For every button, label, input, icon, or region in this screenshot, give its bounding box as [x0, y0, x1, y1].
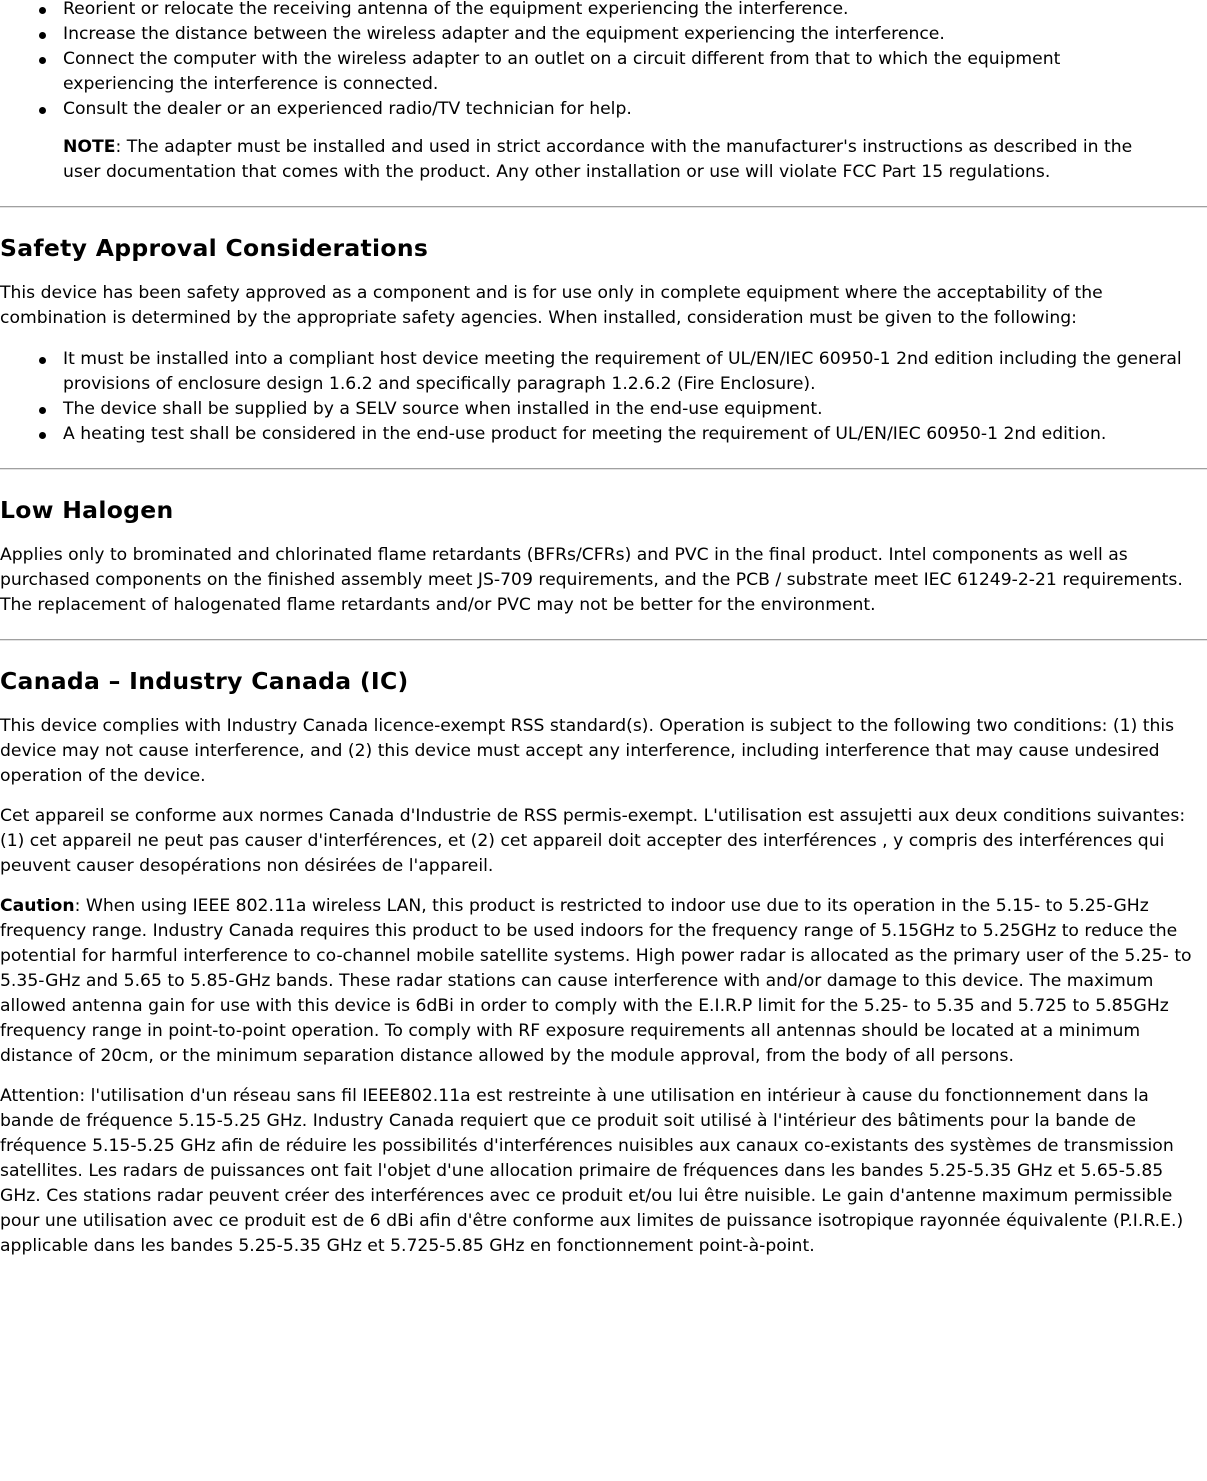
- note-text: : The adapter must be installed and used in strict accordance with the manufacturer's instructions as described in the user documentation that comes with the product. Any other installation or use will violate FCC Part 15 regulations.: [63, 137, 1133, 182]
- halogen-text: Applies only to brominated and chlorinated flame retardants (BFRs/CFRs) and PVC in the final product. Intel components as well as purchased components on the finished assembly meet JS-709 requirements, and the PCB / substrate meet IEC 61249-2-21 requirements. The replacement of halogenated flame retardants and/or PVC may not be better for the environment.: [0, 545, 1183, 615]
- caution-text: : When using IEEE 802.11a wireless LAN, this product is restricted to indoor use due to its operation in the 5.15- to 5.25-GHz frequency range. Industry Canada requires this product to be used indoors for the frequency range of 5.15GHz to 5.25GHz to reduce the potential for harmful interference to co-channel mobile satellite systems. High power radar is allocated as the primary user of the 5.25- to 5.35-GHz and 5.65 to 5.85-GHz bands. These radar stations can cause interference with and/or damage to this device. The maximum allowed antenna gain for use with this device is 6dBi in order to comply with the E.I.R.P limit for the 5.25- to 5.35 and 5.725 to 5.85GHz frequency range in point-to-point operation. To comply with RF exposure requirements all antennas should be located at a minimum distance of 20cm, or the minimum separation distance allowed by the module approval, from the body of all persons.: [0, 896, 1192, 1066]
- list-item: A heating test shall be considered in the end-use product for meeting the requirement of UL/EN/IEC 60950-1 2nd edition.: [63, 422, 1197, 447]
- canada-attention-fr: Attention: l'utilisation d'un réseau sans fil IEEE802.11a est restreinte à une utilisation en intérieur à cause du fonctionnement dans la bande de fréquence 5.15-5.25 GHz. Industry Canada requiert que ce produit soit utilisé à l'intérieur des bâtiments pour la bande de fréquence 5.15-5.25 GHz afin de réduire les possibilités d'interférences nuisibles aux canaux co-existants des systèmes de transmission satellites. Les radars de puissances ont fait l'objet d'une allocation primaire de fréquences dans les bandes 5.25-5.35 GHz et 5.65-5.85 GHz. Ces stations radar peuvent créer des interférences avec ce produit et/ou lui être nuisible. Le gain d'antenne maximum permissible pour une utilisation avec ce produit est de 6 dBi afin d'être conforme aux limites de puissance isotropique rayonnée équivalente (P.I.R.E.) applicable dans les bandes 5.25-5.35 GHz et 5.725-5.85 GHz en fonctionnement point-à-point.: [0, 1086, 1184, 1256]
- section-divider: [0, 206, 1207, 208]
- note-label: NOTE: [63, 137, 116, 157]
- section-title-halogen: Low Halogen: [0, 496, 174, 524]
- section-title-canada: Canada – Industry Canada (IC): [0, 667, 409, 695]
- section-divider: [0, 639, 1207, 641]
- canada-paragraph-en: This device complies with Industry Canada licence-exempt RSS standard(s). Operation is subject to the following two conditions: (1) this device may not cause interference, and (2) this device must accept any interference, including interference that may cause undesired operation of the device.: [0, 716, 1175, 786]
- list-item: Increase the distance between the wireless adapter and the equipment experiencing the interference.: [63, 22, 1147, 47]
- safety-intro: This device has been safety approved as a component and is for use only in complete equipment where the acceptability of the combination is determined by the appropriate safety agencies. When installed, consideration must be given to the following:: [0, 283, 1103, 328]
- list-item: Connect the computer with the wireless adapter to an outlet on a circuit different from that to which the equipment experiencing the interference is connected.: [63, 47, 1147, 97]
- safety-requirements-list: [0, 347, 1207, 447]
- caution-label: Caution: [0, 896, 75, 916]
- section-divider: [0, 468, 1207, 470]
- fcc-note: [0, 135, 1207, 185]
- canada-paragraph-fr: Cet appareil se conforme aux normes Canada d'Industrie de RSS permis-exempt. L'utilisation est assujetti aux deux conditions suivantes: (1) cet appareil ne peut pas causer d'interférences, et (2) cet appareil doit accepter des interférences , y compris des interférences qui peuvent causer desopérations non désirées de l'appareil.: [0, 806, 1186, 876]
- list-item: The device shall be supplied by a SELV source when installed in the end-use equipment.: [63, 397, 1197, 422]
- interference-remedies-list: [0, 0, 1207, 122]
- section-title-safety: Safety Approval Considerations: [0, 234, 429, 262]
- list-item: Consult the dealer or an experienced radio/TV technician for help.: [63, 97, 1147, 122]
- list-item: Reorient or relocate the receiving antenna of the equipment experiencing the interference.: [63, 0, 1147, 22]
- canada-caution: [0, 894, 1207, 1069]
- list-item: It must be installed into a compliant host device meeting the requirement of UL/EN/IEC 60950-1 2nd edition including the general provisions of enclosure design 1.6.2 and specifically paragraph 1.2.6.2 (Fire Enclosure).: [63, 347, 1197, 397]
